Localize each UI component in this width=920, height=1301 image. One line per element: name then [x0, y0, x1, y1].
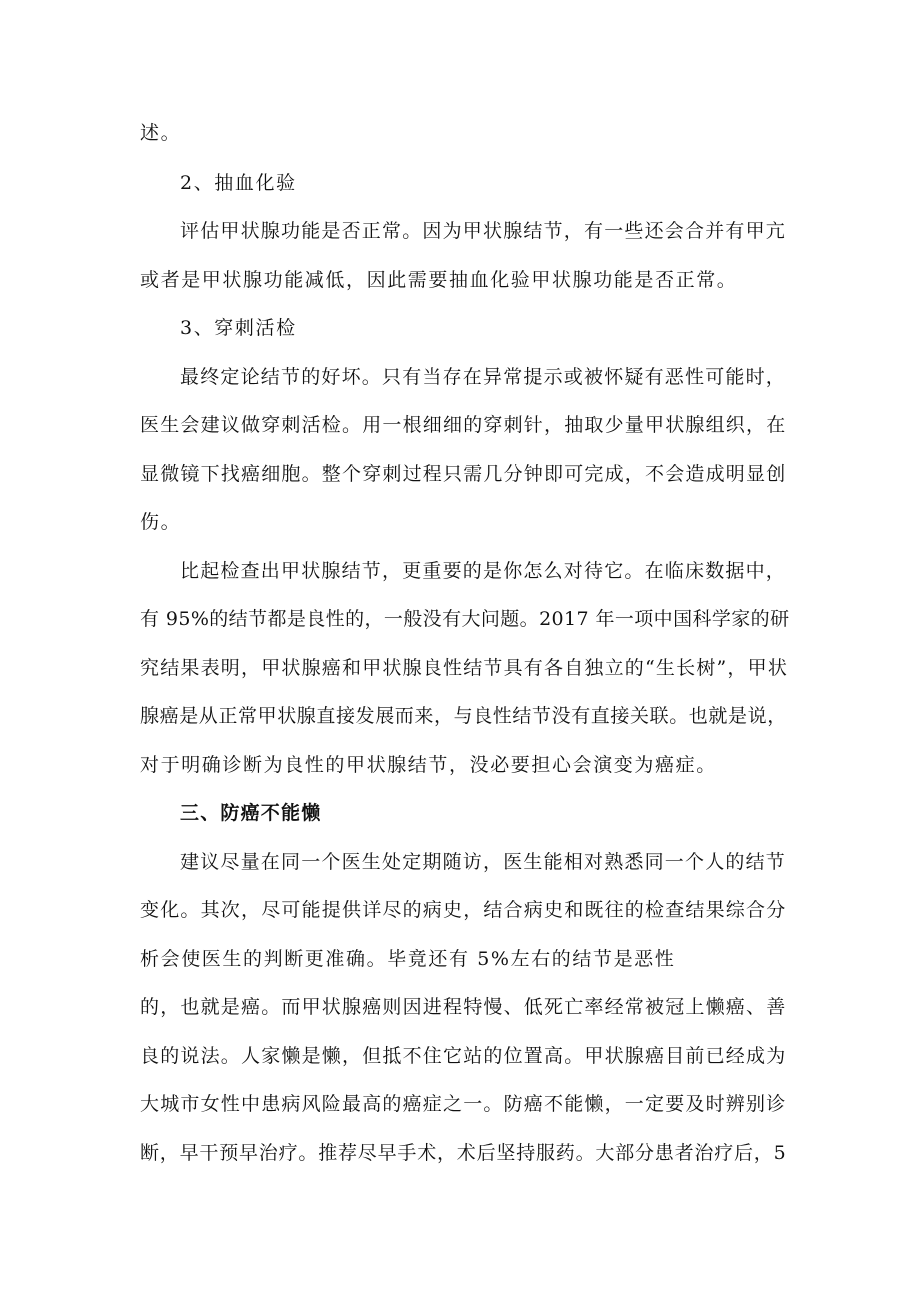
paragraph-line: 腺癌是从正常甲状腺直接发展而来，与良性结节没有直接关联。也就是说， [140, 705, 787, 727]
paragraph-line: 大城市女性中患病风险最高的癌症之一。防癌不能懒，一定要及时辨别诊 [140, 1093, 787, 1115]
paragraph-line: 有 95%的结节都是良性的，一般没有大问题。2017 年一项中国科学家的研 [140, 608, 790, 630]
paragraph-line: 最终定论结节的好坏。只有当存在异常提示或被怀疑有恶性可能时， [180, 366, 787, 388]
paragraph-line: 断，早干预早治疗。推荐尽早手术，术后坚持服药。大部分患者治疗后，5 [140, 1142, 787, 1164]
paragraph-line: 析会使医生的判断更准确。毕竟还有 5%左右的结节是恶性 [140, 948, 676, 970]
paragraph-line: 变化。其次，尽可能提供详尽的病史，结合病史和既往的检查结果综合分 [140, 899, 787, 921]
paragraph-line: 医生会建议做穿刺活检。用一根细细的穿刺针，抽取少量甲状腺组织，在 [140, 414, 787, 436]
paragraph-line: 评估甲状腺功能是否正常。因为甲状腺结节，有一些还会合并有甲亢 [180, 220, 787, 242]
paragraph-line: 述。 [140, 122, 182, 144]
paragraph-line: 究结果表明，甲状腺癌和甲状腺良性结节具有各自独立的“生长树”，甲状 [140, 657, 789, 679]
paragraph-line: 或者是甲状腺功能减低，因此需要抽血化验甲状腺功能是否正常。 [140, 269, 738, 291]
paragraph-line: 的，也就是癌。而甲状腺癌则因进程特慢、低死亡率经常被冠上懒癌、善 [140, 996, 787, 1018]
paragraph-line: 伤。 [140, 511, 182, 533]
paragraph-line: 比起检查出甲状腺结节，更重要的是你怎么对待它。在临床数据中， [180, 560, 787, 582]
paragraph-line: 对于明确诊断为良性的甲状腺结节，没必要担心会演变为癌症。 [140, 754, 717, 776]
paragraph-line: 建议尽量在同一个医生处定期随访，医生能相对熟悉同一个人的结节 [180, 851, 787, 873]
section-heading: 3、穿刺活检 [180, 317, 297, 339]
chapter-heading: 三、防癌不能懒 [180, 802, 322, 824]
paragraph-line: 显微镜下找癌细胞。整个穿刺过程只需几分钟即可完成，不会造成明显创 [140, 463, 787, 485]
paragraph-line: 良的说法。人家懒是懒，但抵不住它站的位置高。甲状腺癌目前已经成为 [140, 1045, 787, 1067]
section-heading: 2、抽血化验 [180, 172, 297, 194]
